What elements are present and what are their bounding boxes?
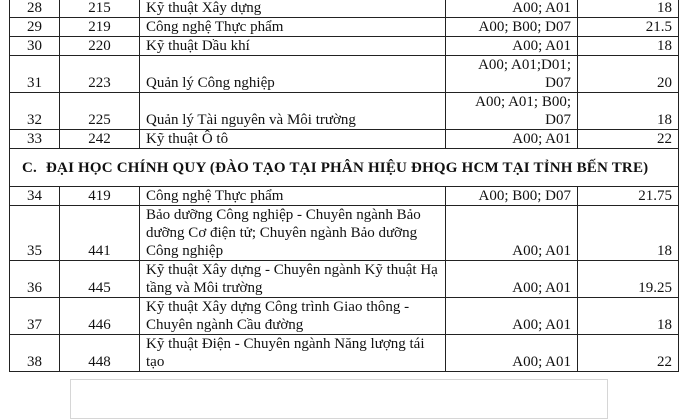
cutoff-score: 18 (578, 37, 679, 56)
subject-combination: A00; B00; D07 (446, 187, 578, 206)
table-row (10, 18, 679, 37)
cutoff-score: 18 (578, 206, 679, 261)
table-row (10, 298, 679, 335)
row-number: 29 (10, 18, 60, 37)
row-number: 35 (10, 206, 60, 261)
cutoff-score: 18 (578, 0, 679, 18)
cutoff-score: 21.5 (578, 18, 679, 37)
major-code: 448 (60, 335, 140, 372)
major-code: 419 (60, 187, 140, 206)
cutoff-score: 18 (578, 298, 679, 335)
section-title: ĐẠI HỌC CHÍNH QUY (ĐÀO TẠO TẠI PHÂN HIỆU ĐHQG HCM TẠI TỈNH BẾN TRE) (46, 159, 649, 176)
major-name: Kỹ thuật Xây dựng - Chuyên ngành Kỹ thuật Hạ tầng và Môi trường (140, 261, 446, 298)
row-number: 28 (10, 0, 60, 18)
subject-combination: A00; A01;D01; D07 (446, 56, 578, 93)
major-name: Công nghệ Thực phẩm (140, 187, 446, 206)
row-number: 32 (10, 93, 60, 130)
major-code: 220 (60, 37, 140, 56)
cutoff-score: 22 (578, 335, 679, 372)
cutoff-score: 19.25 (578, 261, 679, 298)
major-code: 215 (60, 0, 140, 18)
major-code: 219 (60, 18, 140, 37)
table-row (10, 187, 679, 206)
cutoff-score: 18 (578, 93, 679, 130)
table-row (10, 56, 679, 93)
subject-combination: A00; A01 (446, 37, 578, 56)
subject-combination: A00; A01 (446, 0, 578, 18)
table-row (10, 206, 679, 261)
row-number: 31 (10, 56, 60, 93)
row-number: 34 (10, 187, 60, 206)
admission-score-table (9, 0, 679, 372)
major-code: 445 (60, 261, 140, 298)
row-number: 36 (10, 261, 60, 298)
subject-combination: A00; A01; B00; D07 (446, 93, 578, 130)
major-name: Kỹ thuật Ô tô (140, 130, 446, 149)
subject-combination: A00; A01 (446, 130, 578, 149)
major-name: Kỹ thuật Xây dựng (140, 0, 446, 18)
cutoff-score: 20 (578, 56, 679, 93)
table-row (10, 130, 679, 149)
major-code: 242 (60, 130, 140, 149)
major-name: Quản lý Công nghiệp (140, 56, 446, 93)
subject-combination: A00; A01 (446, 261, 578, 298)
subject-combination: A00; A01 (446, 335, 578, 372)
major-name: Bảo dưỡng Công nghiệp - Chuyên ngành Bảo dưỡng Cơ điện tử; Chuyên ngành Bảo dưỡng Công nghiệp (140, 206, 446, 261)
subject-combination: A00; A01 (446, 298, 578, 335)
major-code: 441 (60, 206, 140, 261)
row-number: 38 (10, 335, 60, 372)
cutoff-score: 21.75 (578, 187, 679, 206)
subject-combination: A00; A01 (446, 206, 578, 261)
major-code: 225 (60, 93, 140, 130)
major-name: Công nghệ Thực phẩm (140, 18, 446, 37)
table-row (10, 93, 679, 130)
subject-combination: A00; B00; D07 (446, 18, 578, 37)
row-number: 33 (10, 130, 60, 149)
major-code: 223 (60, 56, 140, 93)
table-row (10, 0, 679, 18)
row-number: 37 (10, 298, 60, 335)
embedded-frame (70, 379, 608, 419)
table-row (10, 335, 679, 372)
cutoff-score: 22 (578, 130, 679, 149)
row-number: 30 (10, 37, 60, 56)
section-label: C. (22, 159, 37, 176)
major-name: Kỹ thuật Dầu khí (140, 37, 446, 56)
major-code: 446 (60, 298, 140, 335)
major-name: Kỹ thuật Xây dựng Công trình Giao thông - Chuyên ngành Cầu đường (140, 298, 446, 335)
table-row (10, 37, 679, 56)
major-name: Quản lý Tài nguyên và Môi trường (140, 93, 446, 130)
section-header (10, 149, 679, 187)
major-name: Kỹ thuật Điện - Chuyên ngành Năng lượng tái tạo (140, 335, 446, 372)
table-row (10, 261, 679, 298)
section-header-row (10, 149, 679, 187)
